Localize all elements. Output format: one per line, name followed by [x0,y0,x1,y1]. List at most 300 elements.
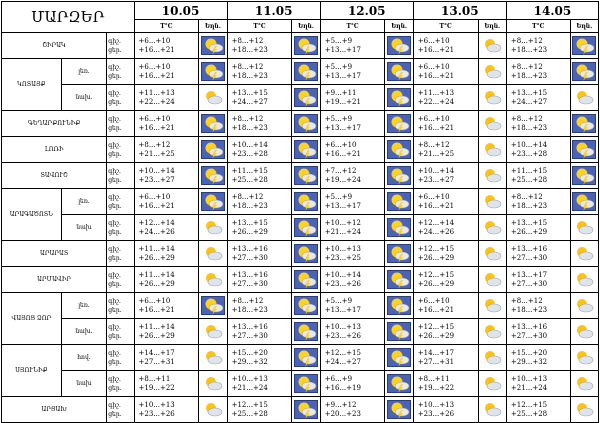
night-temperature: +8...+12 [510,296,543,305]
night-temperature: +12...+15 [510,400,548,409]
day-temperature: +23...+27 [417,175,455,184]
partly-cloudy-icon [482,64,502,79]
day-temperature: +18...+23 [510,305,548,314]
night-temperature: +8...+12 [510,192,543,201]
weather-cell [385,137,413,163]
day-temperature: +19...+21 [324,97,361,106]
temperature-cell [506,241,570,267]
time-of-day-labels [107,137,134,163]
weather-cell [478,189,506,215]
partly-cloudy-icon [203,402,223,417]
weather-cell [199,215,227,241]
day-temperature: +23...+28 [510,149,548,158]
thunderstorm-icon [387,348,411,367]
partly-cloudy-icon [203,324,223,339]
day-temperature: +18...+23 [231,71,268,80]
weather-cell [385,189,413,215]
day-temperature: +23...+26 [324,331,361,340]
thunderstorm-icon [201,62,225,81]
weather-cell [478,59,506,85]
weather-cell [570,267,598,293]
temperature-cell [134,189,199,215]
weather-cell [570,319,598,345]
day-temperature: +29...+32 [231,357,268,366]
weather-cell [292,59,320,85]
night-temperature: +10...+14 [417,166,455,175]
day-label: ցեր. [108,72,122,80]
weather-cell [199,59,227,85]
night-temperature: +5...+9 [324,62,353,71]
day-temperature: +18...+23 [231,201,268,210]
weather-cell [199,163,227,189]
temperature-cell [413,293,478,319]
day-label: ցեր. [108,254,122,262]
day-temperature: +18...+23 [510,201,548,210]
weather-cell [478,85,506,111]
day-temperature: +22...+24 [417,97,455,106]
temperature-cell [134,345,199,371]
partly-cloudy-icon [482,116,502,131]
region-name: ՏԱՎՈՒՇ [2,163,107,189]
weather-cell [292,111,320,137]
temperature-cell [227,33,292,59]
weather-cell [199,345,227,371]
weather-cell [385,293,413,319]
partly-cloudy-icon [482,376,502,391]
region-row [2,111,599,137]
time-of-day-labels [107,267,134,293]
weather-cell [385,345,413,371]
night-temperature: +6...+10 [138,114,171,123]
temperature-cell [320,293,385,319]
weather-column-header: Եղն. [385,20,413,33]
day-temperature: +21...+24 [510,383,548,392]
day-temperature: +27...+30 [510,253,548,262]
thunderstorm-icon [572,114,596,133]
weather-cell [570,293,598,319]
night-temperature: +14...+17 [417,348,455,357]
thunderstorm-icon [201,166,225,185]
region-name: ԳԵՂԱՐՔՈՒՆԻՔ [2,111,107,137]
day-temperature: +16...+21 [417,305,455,314]
region-name: ՇԻՐԱԿ [2,33,107,59]
day-temperature: +16...+21 [417,71,455,80]
forecast-table [1,1,599,423]
region-row [2,345,599,371]
thunderstorm-icon [572,166,596,185]
day-label: ցեր. [108,124,122,132]
night-temperature: +10...+12 [324,218,361,227]
night-temperature: +12...+15 [417,244,455,253]
night-temperature: +8...+12 [231,62,264,71]
night-label: գիշ. [108,401,121,409]
temperature-cell [134,241,199,267]
day-temperature: +16...+21 [138,45,175,54]
temperature-cell [413,33,478,59]
day-temperature: +16...+21 [417,45,455,54]
day-temperature: +13...+17 [324,123,361,132]
day-label: ցեր. [108,150,122,158]
day-temperature: +21...+25 [417,149,455,158]
partly-cloudy-icon [482,350,502,365]
thunderstorm-icon [387,218,411,237]
day-temperature: +21...+24 [324,227,361,236]
partly-cloudy-icon [574,402,594,417]
region-row [2,215,599,241]
weather-cell [292,215,320,241]
thunderstorm-icon [294,140,318,159]
temperature-cell [134,163,199,189]
night-temperature: +8...+12 [138,140,171,149]
weather-cell [570,163,598,189]
time-of-day-labels [107,33,134,59]
temperature-cell [227,267,292,293]
weather-cell [478,163,506,189]
thunderstorm-icon [294,296,318,315]
night-label: գիշ. [108,245,121,253]
night-temperature: +8...+11 [138,374,171,383]
temperature-cell [320,397,385,423]
weather-cell [292,293,320,319]
night-temperature: +13...+16 [510,322,548,331]
temp-column-header: T°C [320,20,385,33]
date-header: 10.05 [134,2,227,20]
day-temperature: +21...+24 [231,383,268,392]
night-temperature: +13...+16 [510,244,548,253]
weather-cell [478,33,506,59]
thunderstorm-icon [201,114,225,133]
subregion-name: նախ [61,371,107,397]
temperature-cell [134,371,199,397]
night-label: գիշ. [108,375,121,383]
day-temperature: +26...+29 [138,279,175,288]
temperature-cell [320,345,385,371]
partly-cloudy-icon [203,90,223,105]
temperature-cell [134,137,199,163]
night-temperature: +13...+16 [231,270,268,279]
partly-cloudy-icon [203,350,223,365]
weather-cell [570,397,598,423]
night-temperature: +6...+10 [138,192,171,201]
night-temperature: +6...+10 [417,62,450,71]
day-temperature: +25...+28 [231,175,268,184]
partly-cloudy-icon [482,272,502,287]
partly-cloudy-icon [482,324,502,339]
time-of-day-labels [107,241,134,267]
night-temperature: +9...+11 [324,88,357,97]
temperature-cell [320,163,385,189]
night-temperature: +15...+20 [231,348,268,357]
temperature-cell [506,137,570,163]
weather-cell [478,371,506,397]
temperature-cell [134,33,199,59]
temperature-cell [227,215,292,241]
thunderstorm-icon [387,140,411,159]
weather-cell [478,345,506,371]
region-name: ԱՐԱԳԱԾՈՏՆ [2,189,62,241]
weather-cell [199,371,227,397]
day-temperature: +24...+26 [138,227,175,236]
region-name: ԱՐԱՐԱՏ [2,241,107,267]
weather-cell [570,345,598,371]
day-temperature: +20...+23 [324,409,361,418]
night-temperature: +8...+12 [510,62,543,71]
night-temperature: +6...+10 [417,114,450,123]
day-temperature: +16...+21 [417,123,455,132]
thunderstorm-icon [294,348,318,367]
weather-cell [199,267,227,293]
night-temperature: +10...+13 [231,374,268,383]
thunderstorm-icon [294,244,318,263]
weather-cell [292,137,320,163]
weather-cell [385,111,413,137]
temperature-cell [506,371,570,397]
weather-cell [199,293,227,319]
thunderstorm-icon [294,62,318,81]
weather-cell [199,137,227,163]
night-temperature: +15...+20 [510,348,548,357]
night-temperature: +13...+15 [231,88,268,97]
thunderstorm-icon [201,140,225,159]
day-temperature: +18...+23 [231,45,268,54]
temperature-cell [506,397,570,423]
time-of-day-labels [107,319,134,345]
region-row [2,267,599,293]
night-temperature: +12...+15 [417,322,455,331]
weather-cell [478,215,506,241]
day-temperature: +23...+25 [324,253,361,262]
weather-cell [385,85,413,111]
weather-cell [199,241,227,267]
time-of-day-labels [107,371,134,397]
night-temperature: +13...+16 [231,322,268,331]
night-temperature: +8...+12 [231,114,264,123]
temperature-cell [134,111,199,137]
thunderstorm-icon [294,114,318,133]
day-temperature: +18...+23 [510,45,548,54]
night-temperature: +11...+14 [138,244,175,253]
partly-cloudy-icon [574,350,594,365]
weather-cell [199,85,227,111]
thunderstorm-icon [294,166,318,185]
partly-cloudy-icon [574,324,594,339]
weather-cell [570,85,598,111]
weather-cell [199,189,227,215]
temperature-cell [413,85,478,111]
temperature-cell [320,85,385,111]
temperature-cell [413,319,478,345]
weather-cell [478,397,506,423]
time-of-day-labels [107,189,134,215]
day-temperature: +16...+21 [138,71,175,80]
day-temperature: +19...+22 [138,383,175,392]
day-temperature: +24...+27 [510,97,548,106]
temperature-cell [134,267,199,293]
subregion-name: նախ. [61,85,107,111]
thunderstorm-icon [387,88,411,107]
day-temperature: +26...+29 [417,279,455,288]
day-temperature: +23...+28 [231,149,268,158]
forecast-body [2,33,599,423]
weather-cell [292,371,320,397]
temperature-cell [413,241,478,267]
region-row [2,59,599,85]
temperature-cell [134,293,199,319]
temperature-cell [320,111,385,137]
weather-cell [478,293,506,319]
weather-cell [478,137,506,163]
night-temperature: +8...+11 [417,374,450,383]
weather-cell [570,33,598,59]
day-temperature: +26...+29 [231,227,268,236]
temperature-cell [320,189,385,215]
partly-cloudy-icon [482,246,502,261]
day-label: ցեր. [108,280,122,288]
night-label: գիշ. [108,193,121,201]
temperature-cell [506,189,570,215]
temperature-cell [320,59,385,85]
day-temperature: +26...+29 [417,253,455,262]
partly-cloudy-icon [574,90,594,105]
weather-cell [478,267,506,293]
temperature-cell [506,293,570,319]
partly-cloudy-icon [574,298,594,313]
temperature-cell [227,59,292,85]
thunderstorm-icon [387,270,411,289]
time-of-day-labels [107,111,134,137]
day-temperature: +23...+26 [138,409,175,418]
night-temperature: +13...+17 [510,270,548,279]
partly-cloudy-icon [203,246,223,261]
partly-cloudy-icon [574,376,594,391]
region-name: ՎԱՅՈՑ ՁՈՐ [2,293,62,345]
thunderstorm-icon [201,296,225,315]
weather-cell [292,241,320,267]
day-temperature: +26...+29 [510,227,548,236]
night-label: գիշ. [108,167,121,175]
thunderstorm-icon [572,36,596,55]
thunderstorm-icon [387,374,411,393]
subregion-name: նախ [61,215,107,241]
partly-cloudy-icon [482,194,502,209]
day-temperature: +23...+26 [324,279,361,288]
temperature-cell [506,319,570,345]
thunderstorm-icon [387,296,411,315]
temperature-cell [227,85,292,111]
day-temperature: +27...+30 [231,279,268,288]
day-label: ցեր. [108,98,122,106]
day-label: ցեր. [108,384,122,392]
day-temperature: +26...+29 [417,331,455,340]
temperature-cell [413,345,478,371]
subregion-name: նախ. [61,319,107,345]
regions-header: ՄԱՐԶԵՐ [2,2,135,33]
partly-cloudy-icon [574,246,594,261]
weather-cell [385,33,413,59]
day-temperature: +22...+24 [138,97,175,106]
region-row [2,241,599,267]
night-label: գիշ. [108,115,121,123]
weather-cell [385,241,413,267]
subregion-name: լեռ. [61,59,107,85]
partly-cloudy-icon [482,38,502,53]
weather-column-header: Եղն. [478,20,506,33]
temperature-cell [506,59,570,85]
night-temperature: +11...+15 [510,166,548,175]
day-label: ցեր. [108,306,122,314]
night-label: գիշ. [108,89,121,97]
night-temperature: +6...+10 [417,296,450,305]
day-label: ցեր. [108,332,122,340]
day-temperature: +25...+28 [231,409,268,418]
thunderstorm-icon [572,140,596,159]
night-temperature: +5...+9 [324,36,353,45]
temperature-cell [134,59,199,85]
temperature-cell [413,267,478,293]
night-temperature: +6...+10 [138,36,171,45]
region-row [2,319,599,345]
thunderstorm-icon [387,322,411,341]
thunderstorm-icon [387,192,411,211]
region-row [2,33,599,59]
thunderstorm-icon [294,400,318,419]
subregion-name: հով. [61,345,107,371]
day-temperature: +24...+27 [324,357,361,366]
night-temperature: +8...+12 [231,36,264,45]
temperature-cell [413,111,478,137]
day-temperature: +26...+29 [138,253,175,262]
thunderstorm-icon [294,88,318,107]
day-temperature: +23...+26 [417,409,455,418]
night-temperature: +6...+10 [138,62,171,71]
temperature-cell [506,215,570,241]
day-temperature: +18...+23 [510,71,548,80]
day-temperature: +19...+22 [417,383,455,392]
night-temperature: +10...+13 [324,322,361,331]
partly-cloudy-icon [482,298,502,313]
temperature-cell [227,163,292,189]
day-temperature: +16...+21 [138,305,175,314]
temperature-cell [413,215,478,241]
date-header: 14.05 [506,2,598,20]
region-row [2,85,599,111]
temperature-cell [320,371,385,397]
temperature-cell [320,137,385,163]
day-label: ցեր. [108,46,122,54]
temperature-cell [413,189,478,215]
weather-cell [292,397,320,423]
region-name: ԼՈՌԻ [2,137,107,163]
weather-cell [570,241,598,267]
day-temperature: +18...+23 [231,123,268,132]
thunderstorm-icon [294,374,318,393]
partly-cloudy-icon [203,220,223,235]
weather-cell [385,371,413,397]
temp-column-header: T°C [413,20,478,33]
night-temperature: +5...+9 [324,192,353,201]
thunderstorm-icon [294,322,318,341]
time-of-day-labels [107,397,134,423]
day-temperature: +27...+30 [510,331,548,340]
temperature-cell [413,371,478,397]
time-of-day-labels [107,345,134,371]
day-temperature: +27...+31 [138,357,175,366]
day-label: ցեր. [108,228,122,236]
weather-cell [570,371,598,397]
night-temperature: +13...+15 [231,218,268,227]
day-temperature: +18...+23 [510,123,548,132]
day-temperature: +26...+29 [138,331,175,340]
